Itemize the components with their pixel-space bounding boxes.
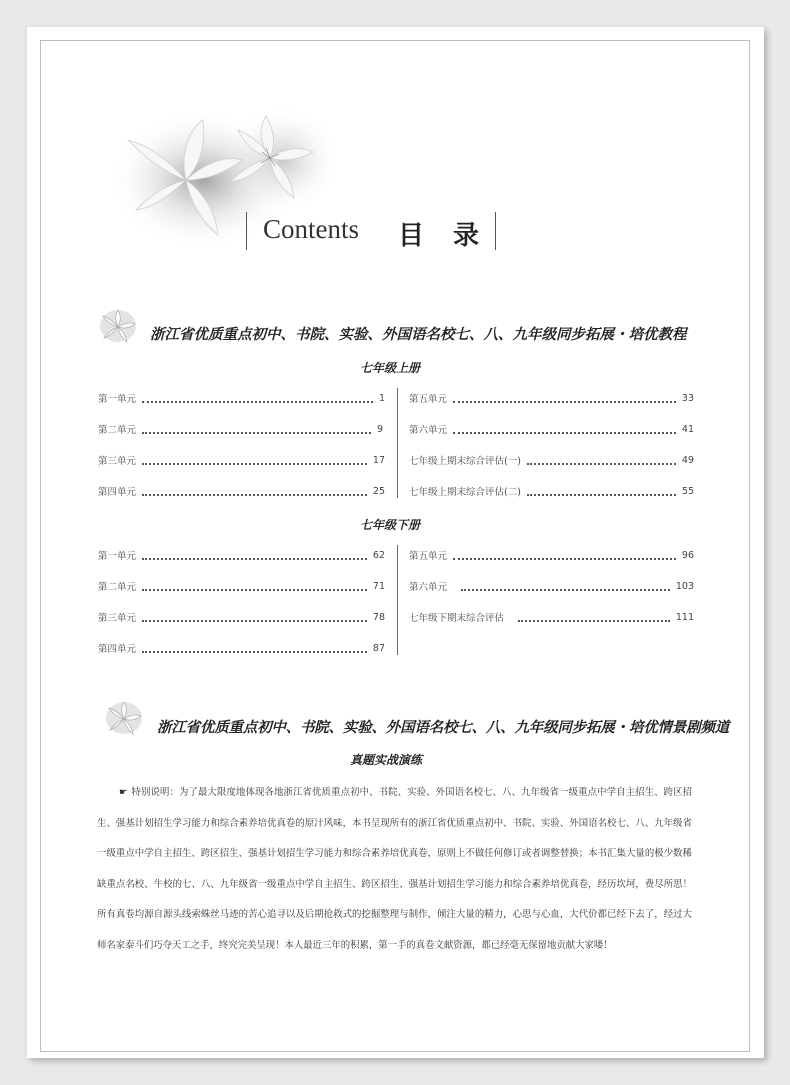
toc-entry[interactable]: 第一单元 62: [98, 549, 385, 562]
toc-entry[interactable]: 第三单元 17: [98, 454, 385, 467]
toc-entry[interactable]: 第二单元 9: [98, 423, 383, 436]
section2-subtitle: 真题实战演练: [350, 753, 423, 767]
toc-entry[interactable]: 第六单元 41: [409, 423, 694, 436]
flower-icon: [104, 700, 144, 736]
flower-icon: [98, 308, 138, 344]
toc-entry[interactable]: 七年级上期末综合评估(一) 49: [409, 454, 694, 467]
grade-lower-title: 七年级下册: [360, 518, 421, 532]
toc-entry[interactable]: 第五单元 96: [409, 549, 694, 562]
toc-entry[interactable]: 第六单元 103: [409, 580, 694, 593]
special-note-text: 特别说明：为了最大限度地体现各地浙江省优质重点初中、书院、实验、外国语名校七、八、九年级省一级重点中学自主招生、跨区招生、强基计划招生学习能力和综合素养培优真卷的原汁风味，本书呈现所有的浙江省优质重点初中、书院、实验、外国语名校七、八、九年级省一级重点中学自主招生、跨区招生、强基计划招生学习能力和综合素养培优真卷，原则上不做任何修订或者调整替换；本书汇集大量的极少数稀缺重点名校、牛校的七、八、九年级省一级重点中学自主招生、跨区招生、强基计划招生学习能力和综合素养培优真卷，经历坎坷，费尽所思！所有真卷均源自源头线索蛛丝马迹的苦心追寻以及后期抢救式的挖掘整理与制作，倾注大量的精力，心思与心血，大代价都已经下去了，经过大师名家泰斗们巧夺天工之手，终究完美呈现！本人最近三年的积累，第一手的真卷文献资源，都已经毫无保留地贡献大家喽！: [97, 787, 692, 951]
toc-entry[interactable]: 第三单元 78: [98, 611, 385, 624]
toc-entry[interactable]: 第五单元 33: [409, 392, 694, 405]
toc-entry[interactable]: 第一单元 1: [98, 392, 385, 405]
contents-title-en: Contents: [263, 214, 360, 244]
contents-title-cn: 目 录: [398, 221, 490, 251]
special-note: [97, 778, 692, 961]
toc-entry[interactable]: 第二单元 71: [98, 580, 385, 593]
toc-entry[interactable]: 七年级下期末综合评估 111: [409, 611, 694, 624]
toc-entry[interactable]: 七年级上期末综合评估(二) 55: [409, 485, 694, 498]
toc-entry[interactable]: 第四单元 87: [98, 642, 385, 655]
column-divider: [397, 545, 398, 655]
pointing-hand-icon: ☛: [119, 787, 128, 798]
grade-upper-title: 七年级上册: [360, 361, 421, 375]
contents-title-box: [246, 212, 496, 250]
section2-title: 浙江省优质重点初中、书院、实验、外国语名校七、八、九年级同步拓展・培优情景剧频道: [157, 720, 729, 736]
column-divider: [397, 388, 398, 498]
section1-title: 浙江省优质重点初中、书院、实验、外国语名校七、八、九年级同步拓展・培优教程: [150, 327, 687, 343]
toc-entry[interactable]: 第四单元 25: [98, 485, 385, 498]
